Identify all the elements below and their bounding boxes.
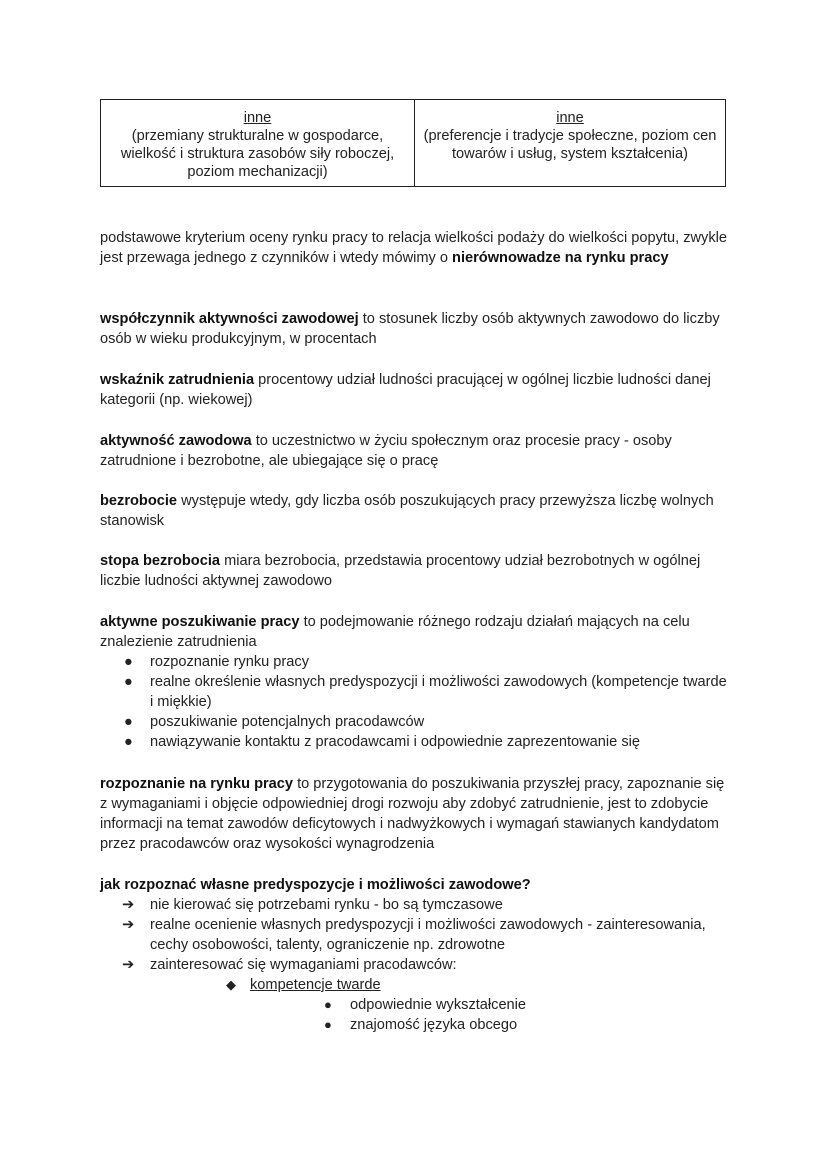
paragraph-activity-rate: współczynnik aktywności zawodowej to stosunek liczby osób aktywnych zawodowo do liczby osób w wieku produkcyjnym, w procentach [100,311,720,347]
bullet-icon: ● [324,997,332,1012]
bullet-icon: ● [124,654,133,670]
paragraph-unemployment: bezrobocie występuje wtedy, gdy liczba osób poszukujących pracy przewyższa liczbę wolnych stanowisk [100,493,714,529]
list-item: ● odpowiednie wykształcenie [324,997,527,1013]
arrow-icon: ➔ [122,917,135,933]
bold-term: współczynnik aktywności zawodowej [100,311,359,327]
section-predispositions [100,875,732,1035]
bold-term: stopa bezrobocia [100,553,221,569]
bullet-icon: ● [124,674,133,690]
bold-term: wskaźnik zatrudnienia [100,372,255,388]
cell-body: (przemiany strukturalne w gospodarce, wielkość i struktura zasobów siły roboczej, poziom mechanizacji) [120,128,395,180]
bold-term: aktywne poszukiwanie pracy [100,614,300,630]
factors-table [100,99,726,187]
list-item: ➔ realne ocenienie własnych predyspozycji i możliwości zawodowych - zainteresowania, cechy osobowości, talenty, ograniczenie np. zdrowotne [122,917,706,953]
bullet-icon: ● [324,1017,332,1032]
cell-title: inne [556,110,584,126]
paragraph-criterion: podstawowe kryterium oceny rynku pracy to relacja wielkości podaży do wielkości popytu, zwykle jest przewaga jednego z czynników i wtedy mówimy o nierównowadze na rynku pracy [100,230,727,266]
job-search-list [100,652,732,752]
section-heading: jak rozpoznać własne predyspozycje i możliwości zawodowe? [100,877,531,893]
diamond-icon: ◆ [226,977,236,992]
bold-term: rozpoznanie na rynku pracy [100,776,294,792]
paragraph-market-recognition: rozpoznanie na rynku pracy to przygotowania do poszukiwania przyszłej pracy, zapoznanie się z wymaganiami i objęcie odpowiedniej drogi rozwoju aby zdobyć zatrudnienie, jest to zdobycie informacji na temat zawodów deficytowych i nadwyżkowych i wymagań stawianych kandydatom przez pracodawców oraz wysokości wynagrodzenia [100,776,725,852]
list-item: ➔ zainteresować się wymaganiami pracodawców: ◆ kompetencje twarde ● odpowiednie wykształcenie ● znajomość języka obcego [100,955,732,1035]
predispositions-list [100,895,732,1035]
list-item: ◆ kompetencje twarde ● odpowiednie wykształcenie ● znajomość języka obcego [200,975,732,1035]
table-cell-left [101,100,415,187]
bold-term: bezrobocie [100,493,178,509]
cell-body: (preferencje i tradycje społeczne, poziom cen towarów i usług, system kształcenia) [423,128,717,162]
bold-term: nierównowadze na rynku pracy [452,250,669,266]
paragraph-professional-activity: aktywność zawodowa to uczestnictwo w życiu społecznym oraz procesie pracy - osoby zatrudnione i bezrobotne, ale ubiegające się o pracę [100,433,672,469]
list-item: ● realne określenie własnych predyspozycji i możliwości zawodowych (kompetencje twarde i miękkie) [124,674,727,710]
sublist [200,975,732,1035]
paragraph-unemployment-rate: stopa bezrobocia miara bezrobocia, przedstawia procentowy udział bezrobotnych w ogólnej liczbie ludności aktywnej zawodowo [100,553,701,589]
cell-title: inne [243,110,272,126]
arrow-icon: ➔ [122,957,135,973]
sub-sublist [300,995,732,1035]
bold-term: aktywność zawodowa [100,433,252,449]
bullet-icon: ● [124,734,133,750]
table-cell-right [415,100,726,187]
list-item: ● znajomość języka obcego [324,1017,518,1033]
list-item: ● nawiązywanie kontaktu z pracodawcami i odpowiednie zaprezentowanie się [124,734,640,750]
list-item: ● poszukiwanie potencjalnych pracodawców [124,714,425,730]
list-item: ● rozpoznanie rynku pracy [124,654,309,670]
paragraph-employment-rate: wskaźnik zatrudnienia procentowy udział ludności pracującej w ogólnej liczbie ludności danej kategorii (np. wiekowej) [100,372,711,408]
bullet-icon: ● [124,714,133,730]
list-item: ➔ nie kierować się potrzebami rynku - bo są tymczasowe [122,897,503,913]
paragraph-job-search: aktywne poszukiwanie pracy to podejmowanie różnego rodzaju działań mających na celu znalezienie zatrudnienia ● rozpoznanie rynku pracy ● realne określenie własnych predyspozycji i możliwości zawodowych (kompetencje twarde i miękkie) ● poszukiwanie potencjalnych pracodawców ● nawiązywanie kontaktu z pracodawcami i odpowiednie zaprezentowanie się [100,612,732,752]
arrow-icon: ➔ [122,897,135,913]
